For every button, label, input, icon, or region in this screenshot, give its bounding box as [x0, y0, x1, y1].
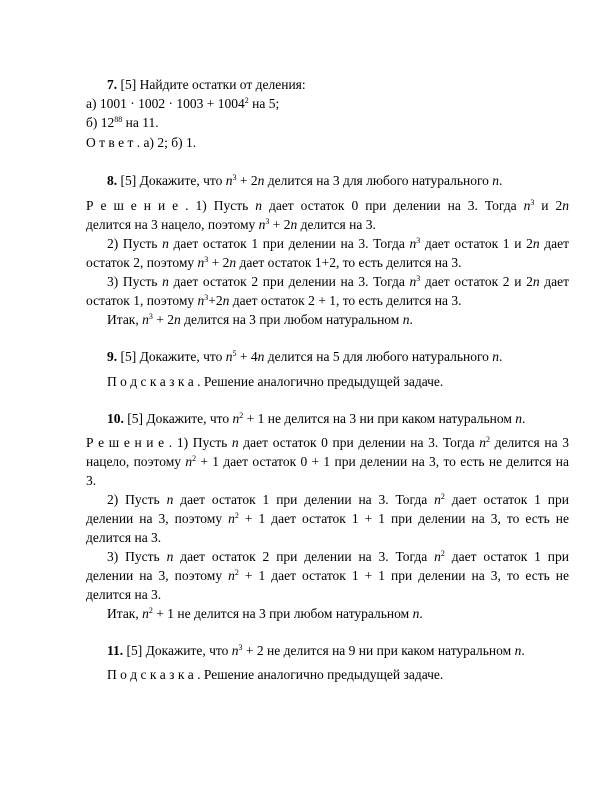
- var-n: n: [258, 217, 266, 232]
- var-n: n: [412, 606, 420, 621]
- exponent: 3: [148, 312, 153, 321]
- exponent: 2: [244, 96, 249, 105]
- problem-8-solution-line-1: Р е ш е н и е . 1) Пусть n дает остаток 0 при делении на 3. Тогда $n^3$ и 2n: [86, 198, 569, 213]
- var-n: n: [232, 411, 240, 426]
- var-n: n: [255, 198, 262, 213]
- var-n: n: [562, 198, 569, 213]
- var-n: n: [197, 293, 205, 308]
- problem-8-solution-line-2: делится на 3 нацело, поэтому $n^3 + 2n$ делится на 3.: [86, 217, 376, 232]
- difficulty-mark: [5]: [127, 411, 143, 426]
- var-n: n: [197, 255, 205, 270]
- var-n: n: [162, 236, 169, 251]
- problem-8-solution-line-6: остаток 1, поэтому $n^3+2n$ дает остаток 2 + 1, то есть делится на 3.: [86, 293, 462, 308]
- problem-11-hint: [107, 666, 443, 684]
- var-n: n: [229, 255, 237, 270]
- var-n: n: [185, 454, 193, 469]
- difficulty-mark: [5]: [120, 349, 137, 364]
- problem-10-conclusion: Итак, $n^2 + 1$ не делится на 3 при любом натуральном n.: [107, 606, 423, 621]
- problem-10-solution-line-2: нацело, поэтому $n^2 + 1$ дает остаток 0 + 1 при делении на 3, то есть не делится на: [86, 454, 569, 469]
- var-n: n: [492, 349, 500, 364]
- problem-9-hint: [107, 373, 443, 391]
- exponent: 2: [192, 454, 197, 463]
- var-n: n: [492, 173, 500, 188]
- expression: 1001 · 1002 · 1003 + 1004: [99, 96, 245, 111]
- var-n: n: [231, 643, 239, 658]
- expr-part: + 2: [236, 173, 258, 188]
- var-n: n: [222, 293, 230, 308]
- problem-7-part-b: [86, 114, 159, 132]
- var-n: n: [257, 173, 265, 188]
- var-n: n: [402, 312, 410, 327]
- hint-label: П о д с к а з к а .: [107, 667, 201, 682]
- var-n: n: [225, 349, 233, 364]
- var-n: n: [409, 274, 417, 289]
- expression-tail: на 11.: [122, 115, 159, 130]
- exponent: 3: [238, 643, 243, 652]
- problem-7-answer: [86, 134, 196, 152]
- problem-8-solution-line-5: 3) Пусть n дает остаток 2 при делении на 3. Тогда $n^3$ дает остаток 2 и 2n дает: [107, 274, 569, 289]
- problem-7-title: [107, 76, 306, 94]
- problem-10-title: 10. [5] Докажите, что $n^2 + 1$ не делится на 3 ни при каком натуральном n.: [107, 411, 526, 426]
- exponent: 2: [148, 606, 153, 615]
- task-text: делится на 3 для любого натурального: [264, 173, 493, 188]
- problem-number: 9.: [107, 349, 118, 364]
- problem-number: 11.: [107, 643, 124, 658]
- problem-8-solution-line-4: остаток 2, поэтому $n^3 + 2n$ дает остаток 1+2, то есть делится на 3.: [86, 255, 462, 270]
- answer-text: а) 2; б) 1.: [140, 135, 197, 150]
- difficulty-mark: [5]: [120, 77, 137, 92]
- exponent: 2: [440, 549, 445, 558]
- problem-10-solution-line-3: 3.: [86, 473, 97, 488]
- problem-number: 8.: [107, 173, 118, 188]
- problem-10-solution-line-5: делении на 3, поэтому $n^2 + 1$ дает остаток 1 + 1 при делении на 3, то есть не: [86, 511, 569, 526]
- var-n: n: [166, 492, 174, 507]
- exponent: 2: [234, 568, 239, 577]
- expression-tail: на 5;: [248, 96, 280, 111]
- problem-7-part-a: [86, 95, 279, 113]
- part-label: б) 12: [86, 115, 115, 130]
- exponent: 3: [416, 236, 421, 245]
- exponent: 3: [265, 217, 270, 226]
- problem-8-solution-line-3: 2) Пусть n дает остаток 1 при делении на 3. Тогда $n^3$ дает остаток 1 и 2n дает: [107, 236, 569, 251]
- problem-10-solution-line-6: делится на 3.: [86, 530, 162, 545]
- answer-label: О т в е т .: [86, 135, 141, 150]
- part-label: а): [86, 96, 100, 111]
- exponent: 3: [204, 293, 209, 302]
- var-n: n: [290, 217, 298, 232]
- exponent: 88: [114, 115, 123, 124]
- hint-text: Решение аналогично предыдущей задаче.: [200, 374, 444, 389]
- var-n: n: [166, 549, 174, 564]
- period: .: [499, 173, 503, 188]
- var-n: n: [409, 236, 417, 251]
- problem-10-solution-line-1: Р е ш е н и е . 1) Пусть n дает остаток 0 при делении на 3. Тогда $n^2$ делится на 3: [86, 435, 569, 450]
- var-n: n: [228, 568, 235, 583]
- exponent: 3: [232, 173, 237, 182]
- exponent: 2: [486, 435, 490, 444]
- var-n: n: [257, 349, 265, 364]
- problem-10-solution-line-8: делении на 3, поэтому $n^2 + 1$ дает остаток 1 + 1 при делении на 3, то есть не: [86, 568, 569, 583]
- var-n: n: [523, 198, 531, 213]
- difficulty-mark: [5]: [126, 643, 143, 658]
- problem-10-solution-line-4: 2) Пусть n дает остаток 1 при делении на 3. Тогда $n^2$ дает остаток 1 при: [107, 492, 569, 507]
- exponent: 5: [232, 349, 237, 358]
- problem-10-solution-line-7: 3) Пусть n дает остаток 2 при делении на 3. Тогда $n^2$ дает остаток 1 при: [107, 549, 569, 564]
- var-n: n: [142, 606, 149, 621]
- exponent: 2: [239, 411, 244, 420]
- problem-8-conclusion: Итак, $n^3 + 2n$ делится на 3 при любом натуральном n.: [107, 312, 413, 327]
- var-n: n: [174, 312, 181, 327]
- var-n: n: [434, 492, 441, 507]
- difficulty-mark: [5]: [120, 173, 137, 188]
- var-n: n: [479, 435, 486, 450]
- exponent: 3: [416, 274, 421, 283]
- exponent: 3: [204, 255, 209, 264]
- problem-11-title: 11. [5] Докажите, что $n^3 + 2$ не делится на 9 ни при каком натуральном n.: [107, 643, 525, 658]
- var-n: n: [532, 274, 540, 289]
- var-n: n: [231, 435, 239, 450]
- task-text: Докажите, что: [136, 173, 226, 188]
- var-n: n: [434, 549, 441, 564]
- var-n: n: [162, 274, 169, 289]
- exponent: 3: [530, 198, 535, 207]
- problem-8-title: [107, 172, 502, 190]
- hint-text: Решение аналогично предыдущей задаче.: [200, 667, 444, 682]
- var-n: n: [532, 236, 540, 251]
- hint-label: П о д с к а з к а .: [107, 374, 201, 389]
- exponent: 2: [440, 492, 445, 501]
- problem-number: 10.: [107, 411, 124, 426]
- var-n: n: [142, 312, 149, 327]
- exponent: 2: [234, 511, 239, 520]
- problem-number: 7.: [107, 77, 118, 92]
- solution-label: Р е ш е н и е .: [86, 198, 189, 213]
- var-n: n: [225, 173, 233, 188]
- task-text: Найдите остатки от деления:: [136, 77, 306, 92]
- solution-label: Р е ш е н и е .: [86, 435, 173, 450]
- var-n: n: [515, 411, 523, 426]
- var-n: n: [228, 511, 235, 526]
- problem-9-title: 9. [5] Докажите, что $n^5 + 4n$ делится на 5 для любого натурального n.: [107, 349, 503, 364]
- problem-10-solution-line-9: делится на 3.: [86, 587, 162, 602]
- var-n: n: [514, 643, 522, 658]
